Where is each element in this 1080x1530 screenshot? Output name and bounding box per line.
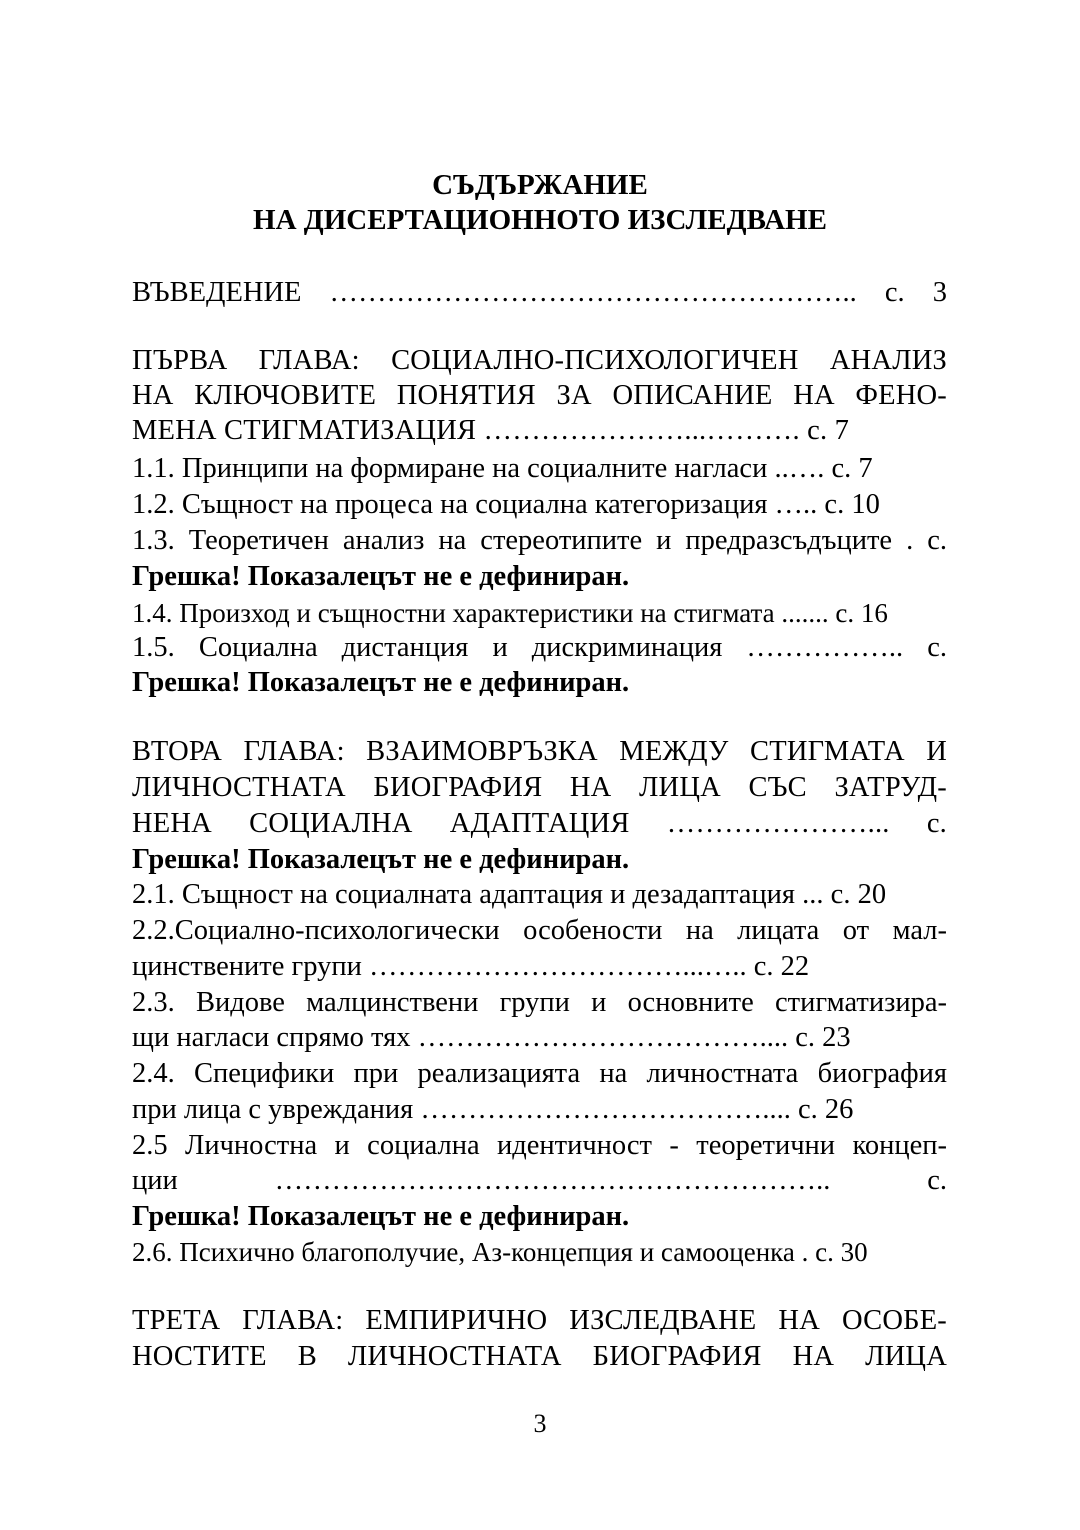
toc-entry-2-3-line-2: щи нагласи спрямо тях ……………………………….... с. 23 xyxy=(132,1022,851,1053)
toc-entry-2-3-line-1: 2.3. Видове малцинствени групи и основните стигматизира- xyxy=(132,987,947,1018)
chapter-3-title-line-2: НОСТИТЕ В ЛИЧНОСТНАТА БИОГРАФИЯ НА ЛИЦА xyxy=(132,1341,947,1372)
toc-error-message: Грешка! Показалецът не е дефиниран. xyxy=(132,844,630,875)
page-number: 3 xyxy=(533,1409,547,1438)
chapter-2-title-line-3: НЕНА СОЦИАЛНА АДАПТАЦИЯ …………………... с. xyxy=(132,808,947,839)
toc-entry-2-2-line-2: цинствените групи ……………………………...….. с. 22 xyxy=(132,951,810,982)
toc-entry-1-1: 1.1. Принципи на формиране на социалните нагласи ..…. с. 7 xyxy=(132,453,873,484)
toc-entry-2-5-line-2: ции ………………………………………………….. с. xyxy=(132,1165,947,1196)
page-title: СЪДЪРЖАНИЕ xyxy=(432,169,648,201)
toc-entry-1-3: 1.3. Теоретичен анализ на стереотипите и предразсъдъците . с. xyxy=(132,525,947,556)
chapter-2-title-line-1: ВТОРА ГЛАВА: ВЗАИМОВРЪЗКА МЕЖДУ СТИГМАТА И xyxy=(132,736,947,767)
page-subtitle: НА ДИСЕРТАЦИОННОТО ИЗСЛЕДВАНЕ xyxy=(253,204,827,236)
toc-entry-1-5: 1.5. Социална дистанция и дискриминация …………….. с. xyxy=(132,632,947,663)
chapter-1-title-line-1: ПЪРВА ГЛАВА: СОЦИАЛНО-ПСИХОЛОГИЧЕН АНАЛИЗ xyxy=(132,345,947,376)
toc-entry-2-6: 2.6. Психично благополучие, Аз-концепция и самооценка . с. 30 xyxy=(132,1237,868,1267)
toc-entry-2-4-line-1: 2.4. Специфики при реализацията на личностната биография xyxy=(132,1058,947,1089)
chapter-1-title-line-3: МЕНА СТИГМАТИЗАЦИЯ …………………...………. с. 7 xyxy=(132,415,850,446)
toc-error-message: Грешка! Показалецът не е дефиниран. xyxy=(132,667,630,698)
toc-entry-2-5-line-1: 2.5 Личностна и социална идентичност - теоретични концеп- xyxy=(132,1130,947,1161)
chapter-3-title-line-1: ТРЕТА ГЛАВА: ЕМПИРИЧНО ИЗСЛЕДВАНЕ НА ОСОБЕ- xyxy=(132,1305,947,1336)
toc-entry-introduction: ВЪВЕДЕНИЕ ……………………………………………….. с. 3 xyxy=(132,277,947,308)
chapter-2-title-line-2: ЛИЧНОСТНАТА БИОГРАФИЯ НА ЛИЦА СЪС ЗАТРУД- xyxy=(132,772,947,803)
chapter-1-title-line-2: НА КЛЮЧОВИТЕ ПОНЯТИЯ ЗА ОПИСАНИЕ НА ФЕНО- xyxy=(132,380,947,411)
toc-error-message: Грешка! Показалецът не е дефиниран. xyxy=(132,561,630,592)
toc-entry-2-2-line-1: 2.2.Социално-психологически особености на лицата от мал- xyxy=(132,915,947,946)
toc-error-message: Грешка! Показалецът не е дефиниран. xyxy=(132,1201,630,1232)
toc-entry-2-1: 2.1. Същност на социалната адаптация и дезадаптация ... с. 20 xyxy=(132,879,887,910)
toc-entry-1-4: 1.4. Произход и същностни характеристики на стигмата ....... с. 16 xyxy=(132,598,888,628)
toc-entry-1-2: 1.2. Същност на процеса на социална категоризация ….. с. 10 xyxy=(132,489,880,520)
toc-entry-2-4-line-2: при лица с увреждания ……………………………….... с. 26 xyxy=(132,1094,854,1125)
